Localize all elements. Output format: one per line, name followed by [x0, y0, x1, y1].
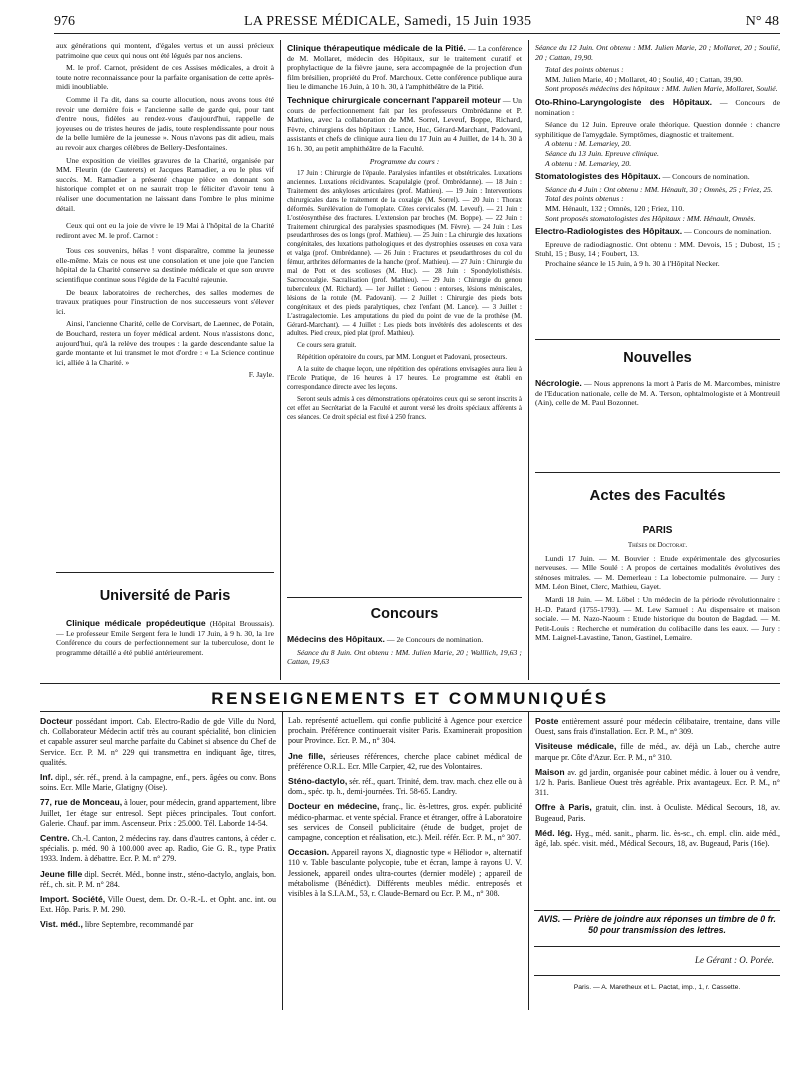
classified-ad-text: entièrement assuré pour médecin célibataire, trentaine, dans ville Ouest, sans frais d'installation. Ecr. P. M., n° 309. — [535, 717, 780, 737]
section-rule — [535, 472, 780, 473]
theses-list: Mardi 18 Juin. — M. Löbel : Un médecin de la période révolutionnaire : H.-D. Patard (1755-1793). — M. Lew Samuel : Au dispensaire et maison sociale. — M. Nazo-Naoum : Etude historique du bouton de Bagdad. — M. Petit-Louis : Recherche et numération du colibacille dans les eaux. — Jury : MM. Laignel-Lavastine, Tanon, Gastinel, Lemaire. — [535, 594, 780, 643]
results-text: A obtenu : M. Lemariey, 20. — [545, 158, 632, 168]
results-text: Total des points obtenus : — [545, 194, 624, 204]
article-text: — Concours de nomination : — [535, 97, 780, 117]
section-title: Oto-Rhino-Laryngologiste des Hôpitaux. — [535, 96, 713, 107]
article-paragraph: Tous ces souvenirs, hélas ! vont disparaître, comme la jeunesse elle-même. Mais ce nous est une consolation et une joie que l'ancien hôpital de la Charité conserve sa destinée médicale et que son œuvre scientifique continue sous l'égide de la Faculté rajeunie. — [56, 246, 274, 285]
header-rule — [54, 33, 780, 34]
classified-ad-keyword: Occasion. — [288, 847, 330, 858]
classified-ad — [288, 751, 522, 772]
classified-ad — [535, 828, 780, 849]
theses-heading: Thèses de Doctorat. — [627, 542, 688, 549]
classified-ad-keyword: Jne fille, — [288, 750, 326, 761]
classified-ad-text: Appareil rayons X, diagnostic type « Héliodor », alternatif 110 v. Table basculante polycopie, tube et écran, lampe à rayons U. V. Jessionek, appareil ondes ultra-courtes (dernier modèle) ; appareil de métabolisme (Bénédict). Différents meubles médic. entreposés et visibles à la S.I.A.M., 53, r. Claude-Bernard ou Ecr. P. M., n° 308. — [288, 848, 522, 899]
banner-rule — [40, 711, 780, 712]
classified-ad — [40, 797, 276, 829]
classified-ad-keyword: Jeune fille — [40, 868, 83, 879]
classified-ad — [288, 847, 522, 899]
classified-ad-keyword: Offre à Paris, — [535, 802, 592, 813]
classified-ad-text: Ville Ouest, dem. Dr. O.-R.-L. et Opht. anc. int. ou Ext. Hôp. Paris. P. M. 290. — [40, 895, 276, 915]
section-rule — [56, 572, 274, 573]
classified-ad — [40, 716, 276, 768]
page-number: 976 — [54, 14, 75, 29]
free-note: Ce cours sera gratuit. — [297, 341, 357, 350]
repetition-note: Répétition opératoire du cours, par MM. Longuet et Padovani, prosecteurs. — [297, 353, 508, 362]
results-text: Séance du 12 Juin. Epreuve orale théorique. Question donnée : chancre syphilitique de l'amygdale. Symptômes, diagnostic et traitement. — [535, 120, 780, 139]
banner-renseignements: RENSEIGNEMENTS ET COMMUNIQUÉS — [211, 689, 609, 708]
section-title: Clinique thérapeutique médicale de la Pitié. — [287, 43, 466, 53]
classified-ad — [288, 801, 522, 843]
results-text: Epreuve de radiodiagnostic. Ont obtenu : MM. Devois, 15 ; Dubost, 15 ; Stuhl, 15 ; Busy, 14 ; Foubert, 13. — [535, 239, 780, 259]
concours-notice — [287, 634, 522, 680]
column-divider — [280, 40, 281, 680]
actes-notice — [535, 541, 780, 681]
results-text: Total des points obtenus : — [545, 65, 624, 75]
results-text: Séance du 8 Juin. Ont obtenu : MM. Julien Marie, 20 ; Walllich, 19,63 ; Cattan, 19,63 — [287, 647, 522, 667]
classified-ad-text: à louer, pour médecin, grand appartement, libre Juillet, 1er étage sur entresol. Sept pièces principales. Tout confort. Galerie. Chauf. par imm. Ascenseur. Prix : 25.000. Tél. Laborde 14-54. — [40, 798, 276, 828]
journal-title: LA PRESSE MÉDICALE, Samedi, 15 Juin 1935 — [244, 14, 532, 29]
classified-column-2 — [288, 716, 522, 1008]
classified-ad — [535, 802, 780, 823]
article-paragraph: M. le prof. Carnot, président de ces Assises médicales, a droit à toute notre reconnaissance pour la parfaite organisation de cette après-midi inoubliable. — [56, 63, 274, 92]
classified-ad-keyword: Import. Société, — [40, 894, 106, 905]
printer-line: Paris. — A. Maretheux et L. Pactat, imp., 1, r. Cassette. — [573, 984, 741, 991]
clinic-title: Clinique médicale propédeutique — [66, 618, 206, 628]
classified-column-3 — [535, 716, 780, 906]
classified-ad-keyword: Vist. méd., — [40, 919, 83, 930]
classified-ad-text: sérieuses références, cherche place cabinet médical de préférence O.R.L. Ecr. Mlle Carpier, 42, rue des Volontaires. — [288, 751, 522, 771]
column-2 — [287, 43, 522, 603]
results-text: MM. Hénault, 132 ; Omnès, 120 ; Friez, 110. — [545, 203, 685, 213]
section-title: Technique chirurgicale concernant l'appareil moteur — [287, 94, 501, 105]
results-text: Prochaine séance le 15 Juin, à 9 h. 30 à l'Hôpital Necker. — [545, 258, 720, 268]
section-title: Electro-Radiologistes des Hôpitaux. — [535, 226, 683, 237]
theses-list: Lundi 17 Juin. — M. Bouvier : Etude expérimentale des glycosuries nerveuses. — Mlle Soulé : A propos de certaines modalités évolutives des sténoses mitrales. — M. Demerleau : La lobectomie pulmonaire. — Jury : MM. Léon Binet, Clerc, Mathieu, Gayet. — [535, 553, 780, 592]
column-3 — [535, 43, 780, 343]
clinic-notice — [56, 618, 274, 678]
article-text: — Un cours de perfectionnement fait par les professeurs Ombrédanne et P. Mathieu, avec la collaboration de MM. Sorrel, Leveuf, Boppe, Richard, Fèvre, chirurgiens des hôpitaux : Lance, Huc, Gérard-Marchant, Padovani, assistants et chefs de clinique aura lieu du 17 Juin au 4 Juillet, de 14 h. 30 à 16 h. 30, au petit amphithéâtre de la Faculté. — [287, 95, 522, 153]
section-rule — [535, 339, 780, 340]
results-text: Séance du 4 Juin : Ont obtenu : MM. Hénault, 30 ; Omnès, 25 ; Friez, 25. — [545, 184, 773, 194]
results-text: Séance du 12 Juin. Ont obtenu : MM. Julien Marie, 20 ; Mollaret, 20 ; Soulié, 20 ; Cattan, 19,90. — [535, 43, 780, 62]
nouvelles-notice — [535, 378, 780, 440]
printer-rule — [534, 975, 780, 976]
heading-concours: Concours — [370, 606, 439, 622]
classified-ad-keyword: 77, rue de Monceau, — [40, 797, 123, 808]
column-divider — [282, 712, 283, 1010]
classified-ad-text: gratuit, clin. inst. à Oculiste. Médical Secours, 18, av. Bugeaud, Paris. — [535, 803, 780, 823]
section-title: Nécrologie. — [535, 378, 582, 388]
heading-nouvelles: Nouvelles — [623, 350, 692, 366]
article-text: — Nous apprenons la mort à Paris de M. Marcombes, ministre de l'Education nationale, celle de M. A. Terson, ophtalmologiste et à Montreuil (Ain), celle de M. Paul Bozonnet. — [535, 379, 780, 408]
classified-ad — [535, 767, 780, 799]
gerant-signature: Le Gérant : O. Porée. — [695, 955, 774, 965]
program-text: 17 Juin : Chirurgie de l'épaule. Paralysies infantiles et obstétricales. Luxations anciennes. Luxations récidivantes. Scapulalgie (prof. Ombrédanne). — 18 Juin : Traitement des ankyloses articulaires (prof. Mathieu). — 19 Juin : Interventions chirurgicales dans le traitement de la coxalgie (M. Sorrel). — 20 Juin : Thorax déformés. Surélévation de l'omoplate. Côtes cervicales (M. Leveuf). — 21 Juin : L'ostéosynthèse des fractures. L'extension par broches (M. Boppe). — 22 Juin : Traitement chirurgical des paralysies spasmodiques (M. Fèvre). — 24 Juin : Les pseudarthroses des os longs (prof. Mathieu). — 25 Juin : La chirurgie des luxations congénitales, des luxations pathologiques et des dystrophies osseuses en coxa vara et valga (prof. Ombrédanne). — 26 Juin : Fractures et pseudarthroses du col du fémur, arthrites déformantes de la hanche (prof. Mathieu). — 27 Juin : Chirurgie du mal de Pott et des scolioses (M. Huc). — 28 Juin : Spondylolisthésis. Sacrocoxalgie. Sacralisation (prof. Mathieu). — 29 Juin : Chirurgie du genou tuberculeux (M. Richard). — 1er Juillet : Genou : entorses, lésions méniscales, lésions de la rotule (M. Padovani). — 2 Juillet : Chirurgie des pieds bots congénitaux et des pieds paralytiques, chez l'enfant (M. Lance). — 3 Juillet : L'astragalectomie. Les amputations du pied du point de vue de la prothèse (M. Gérard-Marchant). — 4 Juillet : Les pieds bots invétérés des adolescents et des adultes. Pied creux, pied plat (prof. Mathieu). — [287, 169, 522, 338]
classified-ad-text: dipl., sér. réf., prend. à la campagne, enf., pers. âgées ou conv. Bons soins. Ecr. Mlle Marie, Glatigny (Oise). — [40, 773, 276, 793]
clinic-text: — Le professeur Emile Sergent fera le lundi 17 Juin, à 9 h. 30, la 1re Conférence du cours de perfectionnement sur la tuberculose, dont le programme détaillé a été publié antérieurement. — [56, 628, 274, 657]
classified-ad-keyword: Maison — [535, 766, 565, 777]
clinic-place: (Hôpital Broussais). — [209, 619, 274, 628]
program-heading: Programme du cours : — [369, 156, 440, 166]
classified-ad — [535, 716, 780, 737]
classified-ad — [40, 869, 276, 890]
section-title: Stomatologistes des Hôpitaux. — [535, 171, 661, 182]
classified-ad — [288, 716, 522, 747]
avis-rule — [534, 946, 780, 947]
classified-ad-text: sér. réf., quart. Trinité, dem. trav. mach. chez elle ou à dom., spéc. tp. h., demi-journées. Tri. 58-65. Landry. — [288, 777, 522, 797]
classified-ad-keyword: Poste — [535, 716, 559, 726]
article-paragraph: Une exposition de vieilles gravures de la Charité, organisée par MM. Fleurin (de Cauterets) et Jacques Ramadier, a eu le plus vif succès. M. Ramadier a présenté chaque pièce en donnant son historique complet et on ne saurait trop le féliciter d'avoir tenu à réaliser une documentation ne laissant dans l'ombre le plus minime détail. — [56, 155, 274, 213]
article-paragraph: Seront seuls admis à ces démonstrations opératoires ceux qui se seront inscrits à cet effet au Secrétariat de la Faculté et auront versé les droits spéciaux afférents à ces séances. Ce droit spécial est fixé à 250 francs. — [287, 394, 522, 421]
classified-ad — [535, 741, 780, 762]
article-paragraph: A la suite de chaque leçon, une répétition des opérations envisagées aura lieu à l'Ecole Pratique, de 16 heures à 17 heures. Le programme est établi en correspondance directe avec les leçons. — [287, 365, 522, 391]
article-text: — 2e Concours de nomination. — [386, 635, 484, 644]
classified-ad-text: Ch.-l. Canton, 2 médecins ray. dans d'autres cantons, à céder c. spécialis. p. méd. 90 à 100.000 avec ap. Radio, Gie G. R., type Pratix 1933. Indem. à débattre. Ecr. P. M. n° 279. — [40, 834, 276, 864]
classified-ad — [40, 772, 276, 793]
results-text: Sont proposés médecins des hôpitaux : MM. Julien Marie, Mollaret, Soulié. — [545, 84, 778, 94]
author-signature: F. Jayle. — [248, 370, 274, 380]
section-rule — [287, 597, 522, 598]
results-text: Séance du 13 Juin. Epreuve clinique. — [545, 148, 659, 158]
page-header — [54, 14, 779, 32]
heading-paris: PARIS — [642, 525, 673, 536]
classified-ad — [40, 919, 276, 930]
classified-ad-keyword: Méd. lég. — [535, 827, 573, 838]
heading-universite: Université de Paris — [99, 588, 231, 604]
classified-ad — [288, 776, 522, 797]
classified-ad-text: dipl. Secrét. Méd., bonne instr., sténo-dactylo, anglais, bon. réf., ch. sit. P. M. n° 284. — [40, 869, 276, 889]
article-paragraph: Comme il l'a dit, dans sa courte allocution, nous avons tous été revoir une dernière fois « l'ancienne salle de garde qui, pour tant d'entre nous, fidèles au rendez-vous d'aujourd'hui, rappelle de joyeuses ou de tristes heures de jadis, toute resplendissante pour nous de la belle lumière de la jeunesse ». Nous n'avons pas dit adieu, mais au revoir aux charges célèbres de Bellery-Desfontaines. — [56, 94, 274, 152]
classified-ad-text: possédant import. Cab. Electro-Radio de gde Ville du Nord, ch. Collaborateur Médecin actif très au courant spécialité, bon clinicien et capable assurer seul marche parfaite du Cabinet si absence du Chef de Service. Ecr. P. M. n° 229 qui transmettra en indiquant âge, titres, qualités. — [40, 717, 276, 767]
classified-ad-text: fille de méd., av. déjà un Lab., cherche autre marque pr. Côte d'Azur. Ecr. P. M., n° 310. — [535, 742, 780, 762]
results-text: A obtenu : M. Lemariey, 20. — [545, 139, 632, 149]
article-text: — La conférence de M. Mollaret, médecin des Hôpitaux, sur le traitement curatif et prophylactique de la fièvre jaune, sera accompagnée de la projection d'un film brésilien, propriété du Prof. Marchoux. Cette conférence publique aura lieu le dimanche 16 Juin, à 10 h. 30, à l'amphithéâtre de la Pitié. — [287, 44, 522, 92]
column-divider — [528, 40, 529, 680]
column-1 — [56, 41, 274, 571]
article-paragraph: Ceux qui ont eu la joie de vivre le 19 Mai à l'hôpital de la Charité rediront avec M. le prof. Carnot : — [56, 221, 274, 240]
classified-ad-text: libre Septembre, recommandé par — [82, 920, 194, 930]
article-text: — Concours de nomination. — [662, 172, 750, 182]
classified-ad-keyword: Inf. — [40, 772, 53, 783]
classified-ad-keyword: Visiteuse médicale, — [535, 741, 617, 752]
classified-ad-text: Lab. représenté actuellem. qui confie publicité à Agence pour exercice prochain. Préférence continuerait visiter Paris. Examinerait proposition pour Province. Ecr. P. M., n° 304. — [288, 716, 522, 746]
classified-column-1 — [40, 716, 276, 1008]
article-text: — Concours de nomination. — [684, 227, 772, 237]
classified-ad-text: franç., lic. ès-lettres, gros. expér. publicité médico-pharmac. et vente spécial. France et étranger, offre à Laboratoire ses services de Conseil publicitaire (étude de budget, projet de campagne, conception et réalisation, etc.). Meil. référ. Ecr. P. M., n° 307. — [288, 802, 522, 843]
avis-rule — [534, 910, 780, 911]
classified-ad-keyword: Centre. — [40, 833, 70, 844]
banner-rule — [40, 683, 780, 684]
article-paragraph: Ainsi, l'ancienne Charité, celle de Corvisart, de Laennec, de Potain, de Bouchard, restera un foyer médical ardent. Nous n'assistons donc, aujourd'hui, qu'à la relève des troupes : la garde descendante salue la garde montante et lui transmet le mot d'ordre : « La Science continue ici, alliée à la Charité. » — [56, 319, 274, 367]
article-paragraph: aux générations qui montent, d'égales vertus et un aussi précieux patrimoine que ceux qui nous ont été légués par nos anciens. — [56, 41, 274, 60]
classified-ad — [40, 833, 276, 865]
heading-actes: Actes des Facultés — [589, 487, 726, 504]
results-text: Sont proposés stomatologistes des Hôpitaux : MM. Hénault, Omnès. — [545, 213, 756, 223]
column-divider — [528, 712, 529, 1010]
avis-notice: AVIS. — Prière de joindre aux réponses un timbre de 0 fr. 50 pour transmission des lettres. — [538, 914, 776, 935]
classified-ad-keyword: Docteur en médecine, — [288, 801, 380, 812]
classified-ad-keyword: Sténo-dactylo, — [288, 776, 348, 787]
article-paragraph: De beaux laboratoires de recherches, des salles modernes de travaux pratiques pour l'instruction de nos successeurs vont s'élever ici. — [56, 287, 274, 316]
results-text: MM. Julien Marie, 40 ; Mollaret, 40 ; Soulié, 40 ; Cattan, 39,90. — [545, 74, 743, 84]
classified-ad-text: Hyg., méd. sanit., pharm. lic. ès-sc., ch. empl. clin. aide méd., âgé, lab. spéc. visit. méd., Médical Secours, 18, av. Bugeaud, Paris (16e). — [535, 828, 780, 849]
classified-ad-keyword: Docteur — [40, 716, 73, 726]
issue-number: N° 48 — [745, 14, 779, 29]
classified-ad-text: av. gd jardin, organisée pour cabinet médic. à louer ou à vendre, 1/2 h. Paris. Banlieue Ouest très agréable. Prix avantageux. Ecr. P. M., n° 311. — [535, 767, 780, 798]
section-title: Médecins des Hôpitaux. — [287, 634, 385, 644]
classified-ad — [40, 894, 276, 915]
